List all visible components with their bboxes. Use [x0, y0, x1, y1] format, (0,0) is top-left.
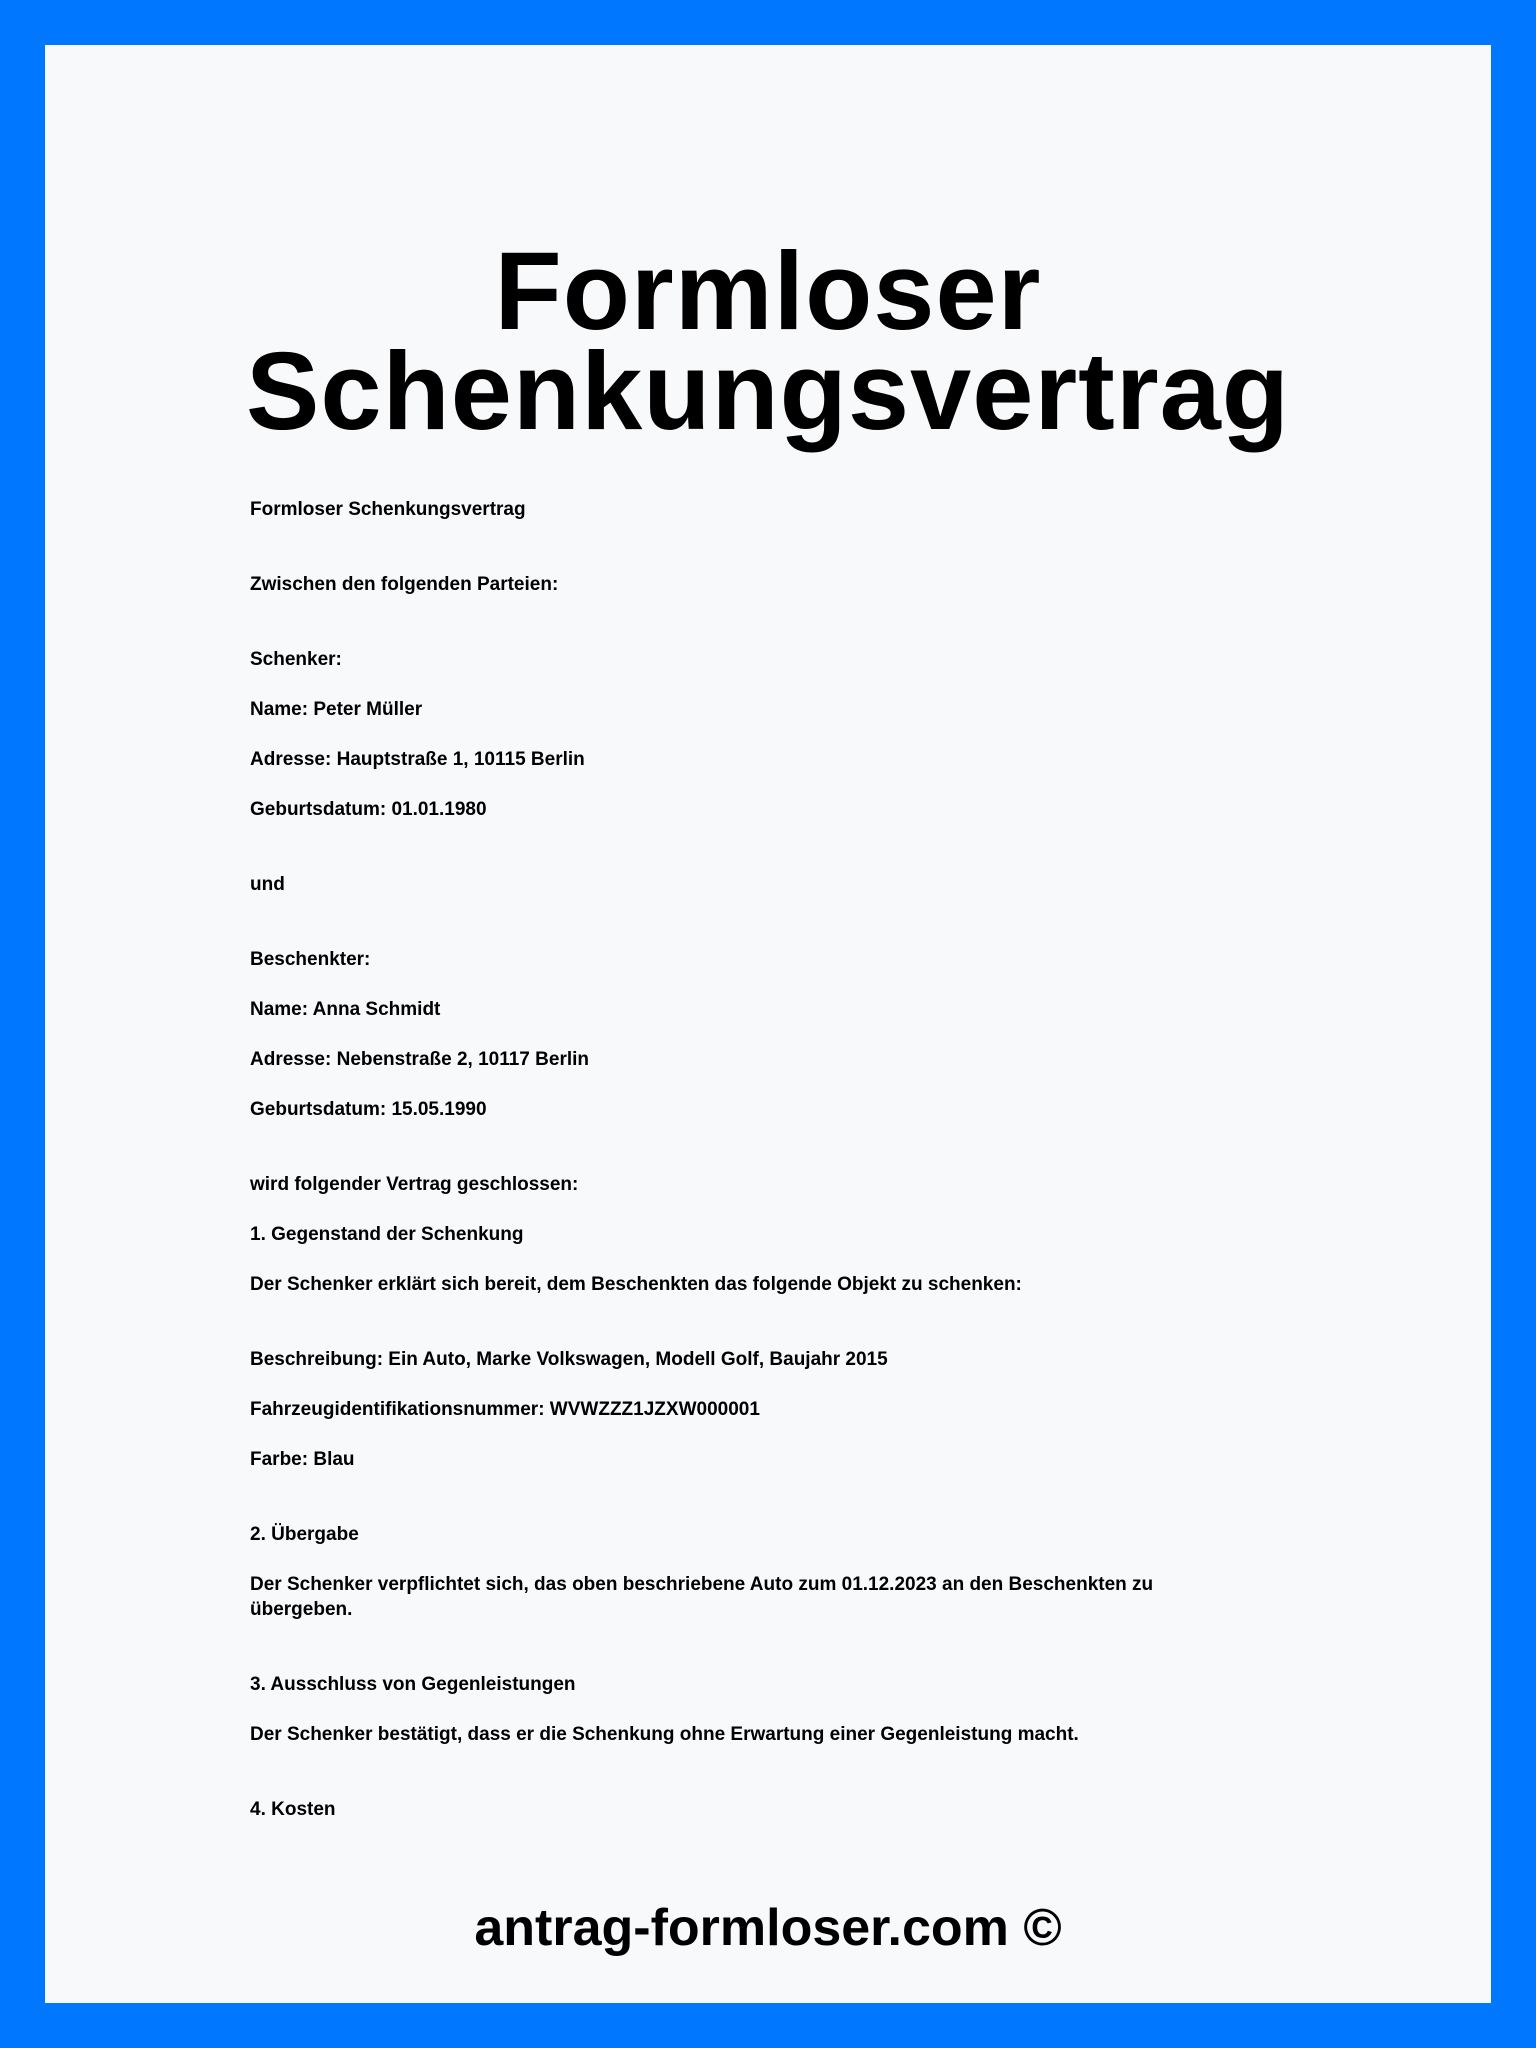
section-2-text: Der Schenker verpflichtet sich, das oben beschriebene Auto zum 01.12.2023 an den Beschenkten zu übergeben.	[250, 1574, 1154, 1620]
section-2-heading: 2. Übergabe	[250, 1524, 359, 1545]
section-4-heading: 4. Kosten	[250, 1799, 336, 1820]
donor-label: Schenker:	[250, 649, 342, 670]
donor-birthdate: Geburtsdatum: 01.01.1980	[250, 799, 487, 820]
parties-intro: Zwischen den folgenden Parteien:	[250, 574, 559, 595]
conjunction-text: und	[250, 874, 285, 895]
gift-vin: Fahrzeugidentifikationsnummer: WVWZZZ1JZXW000001	[250, 1399, 760, 1420]
title-line-2: Schenkungsvertrag	[245, 330, 1290, 453]
donor-name: Name: Peter Müller	[250, 699, 423, 720]
recipient-address: Adresse: Nebenstraße 2, 10117 Berlin	[250, 1049, 590, 1070]
donor-address: Adresse: Hauptstraße 1, 10115 Berlin	[250, 749, 585, 770]
document-page	[45, 45, 1491, 2003]
title-line-1: Formloser	[494, 230, 1042, 353]
footer-copyright: antrag-formloser.com ©	[474, 1899, 1062, 1957]
gift-color: Farbe: Blau	[250, 1449, 355, 1470]
recipient-birthdate: Geburtsdatum: 15.05.1990	[250, 1099, 487, 1120]
section-1-heading: 1. Gegenstand der Schenkung	[250, 1224, 524, 1245]
recipient-label: Beschenkter:	[250, 949, 371, 970]
heading-text: Formloser Schenkungsvertrag	[250, 499, 526, 520]
section-3-heading: 3. Ausschluss von Gegenleistungen	[250, 1674, 576, 1695]
document-title	[45, 230, 1491, 453]
section-1-text: Der Schenker erklärt sich bereit, dem Beschenkten das folgende Objekt zu schenken:	[250, 1274, 1022, 1295]
recipient-name: Name: Anna Schmidt	[250, 999, 441, 1020]
section-3-text: Der Schenker bestätigt, dass er die Schenkung ohne Erwartung einer Gegenleistung macht.	[250, 1724, 1079, 1745]
gift-description: Beschreibung: Ein Auto, Marke Volkswagen, Modell Golf, Baujahr 2015	[250, 1349, 888, 1370]
contract-intro: wird folgender Vertrag geschlossen:	[250, 1174, 579, 1195]
